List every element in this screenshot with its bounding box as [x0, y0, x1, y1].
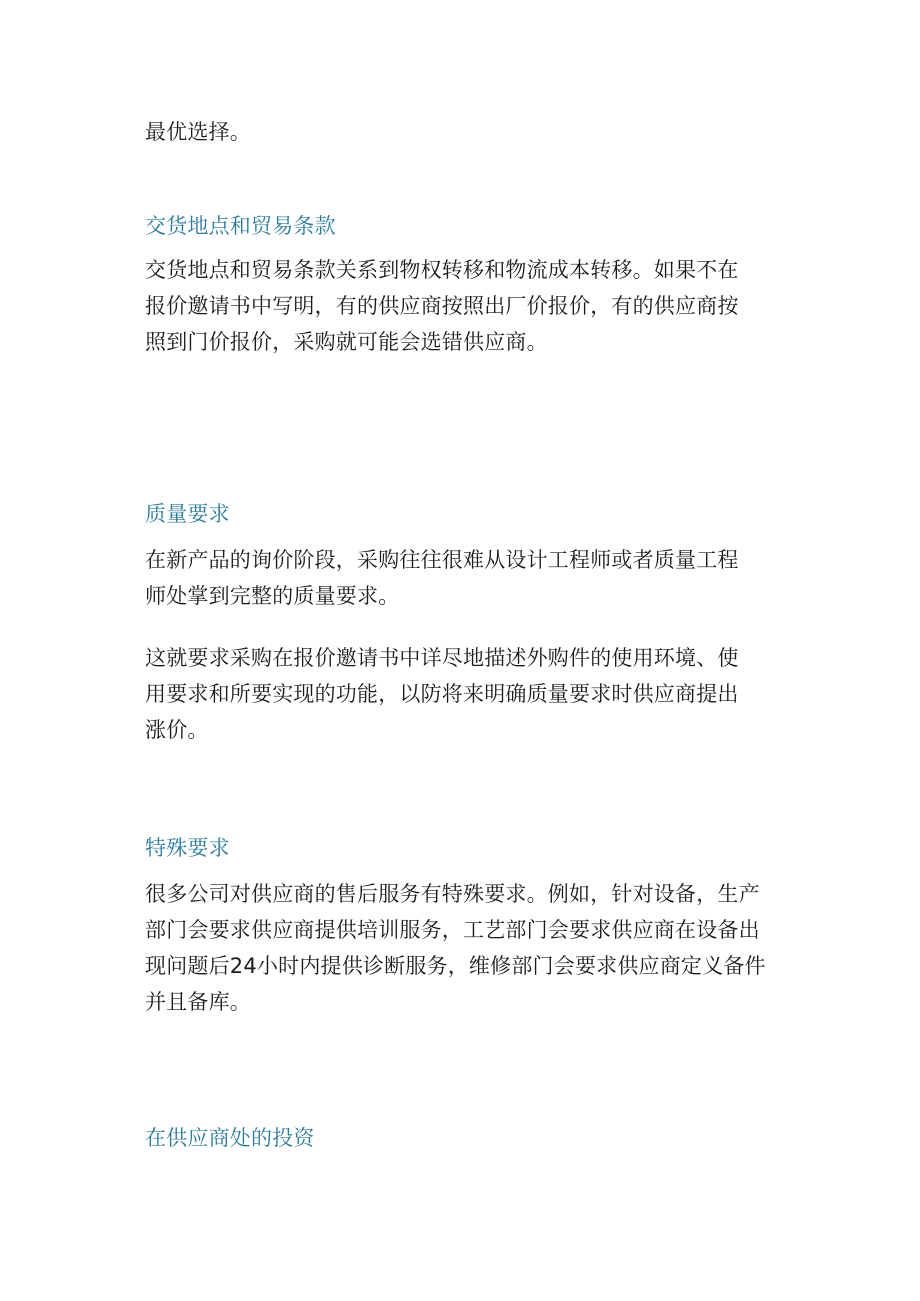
section-paragraph	[145, 252, 775, 360]
text-line: 涨价。	[145, 718, 209, 742]
text-line: 师处掌到完整的质量要求。	[145, 584, 400, 608]
section-heading-special-requirements: 特殊要求	[145, 836, 230, 860]
section-paragraph	[145, 876, 775, 1020]
section-paragraph	[145, 542, 775, 614]
text-line: 用要求和所要实现的功能，以防将来明确质量要求时供应商提出	[145, 682, 739, 706]
intro-paragraph	[145, 114, 775, 150]
text-line: 并且备库。	[145, 990, 251, 1014]
section-heading-delivery-terms: 交货地点和贸易条款	[145, 214, 336, 238]
text-line: 最优选择。	[145, 120, 251, 144]
text-line: 照到门价报价，采购就可能会选错供应商。	[145, 330, 548, 354]
section-paragraph	[145, 640, 775, 748]
section-heading-quality-requirements: 质量要求	[145, 502, 230, 526]
text-line: 现问题后24小时内提供诊断服务，维修部门会要求供应商定义备件	[145, 954, 766, 978]
text-line: 在新产品的询价阶段，采购往往很难从设计工程师或者质量工程	[145, 548, 739, 572]
text-line: 部门会要求供应商提供培训服务，工艺部门会要求供应商在设备出	[145, 918, 760, 942]
text-line: 这就要求采购在报价邀请书中详尽地描述外购件的使用环境、使	[145, 646, 739, 670]
text-line: 报价邀请书中写明，有的供应商按照出厂价报价，有的供应商按	[145, 294, 739, 318]
section-heading-supplier-investment: 在供应商处的投资	[145, 1126, 315, 1150]
text-line: 交货地点和贸易条款关系到物权转移和物流成本转移。如果不在	[145, 258, 739, 282]
text-line: 很多公司对供应商的售后服务有特殊要求。例如，针对设备，生产	[145, 882, 760, 906]
